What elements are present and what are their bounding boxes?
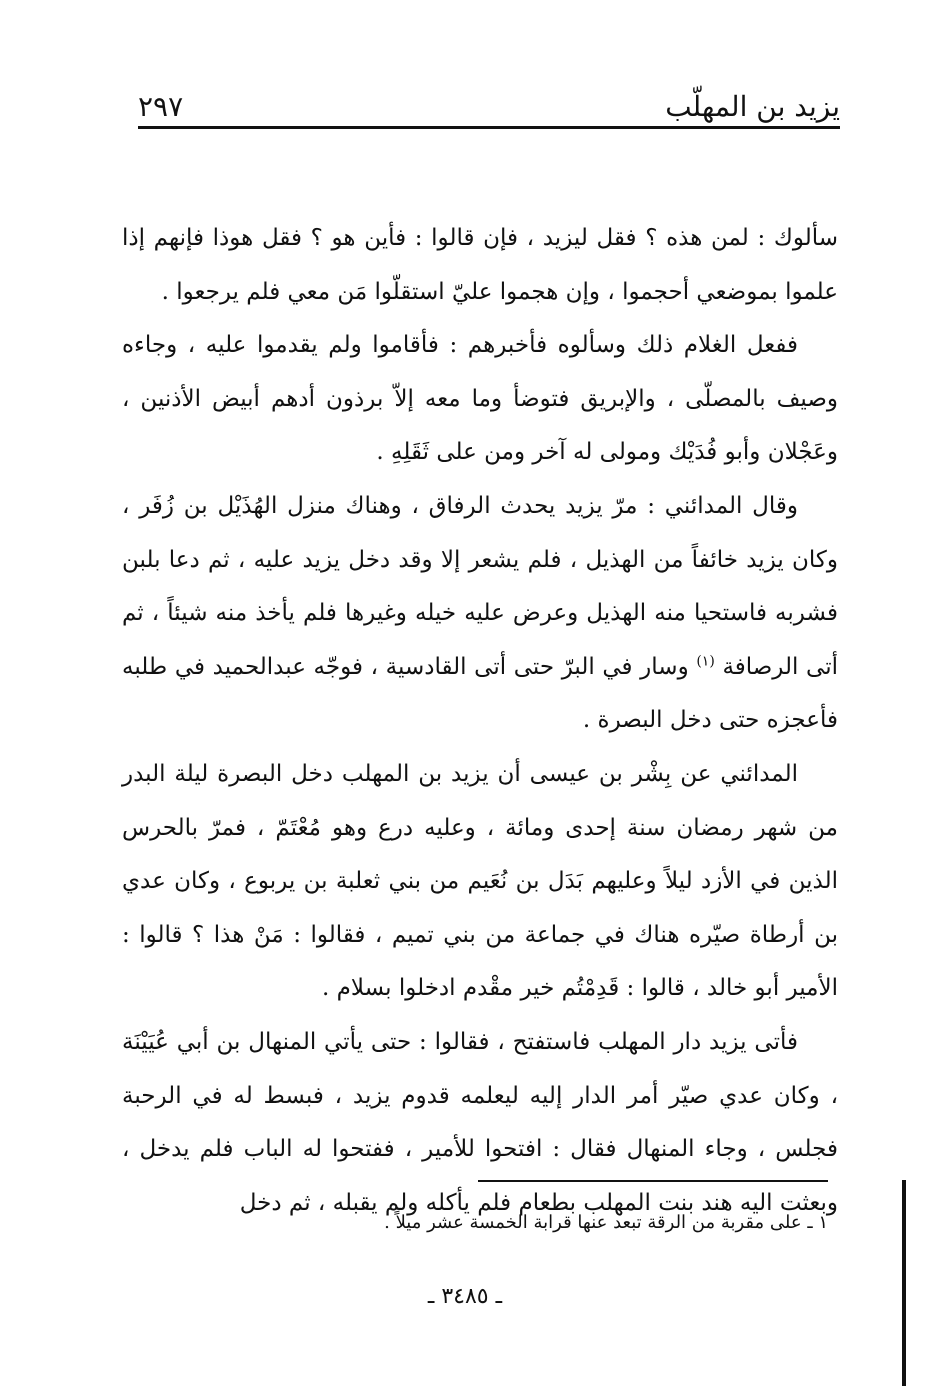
footnote-reference: (١) [696,653,715,670]
paragraph-3-part-a: وقال المدائني : مرّ يزيد يحدث الرفاق ، وهناك منزل الهُذَيْل بن زُفَر ، وكان يزيد خائفاً من الهذيل ، فلم يشعر إلا وقد دخل يزيد عليه ، ثم دعا بلبن فشربه فاستحيا منه الهذيل وعرض عليه خيله وغيرها فلم يأخذ منه شيئاً ، ثم أتى الرصافة [122,492,838,680]
header-rule [138,126,840,129]
paragraph-4: المدائني عن بِشْر بن عيسى أن يزيد بن المهلب دخل البصرة ليلة البدر من شهر رمضان سنة إحدى ومائة ، وعليه درع وهو مُعْتَمّ ، فمرّ بالحرس الذين في الأزد ليلاً وعليهم بَدَل بن نُعَيم من بني ثعلبة بن يربوع ، وكان عدي بن أرطاة صيّره هناك في جماعة من بني تميم ، فقالوا : مَنْ هذا ؟ قالوا : الأمير أبو خالد ، قالوا : قَدِمْتُم خير مقْدم ادخلوا بسلام . [122,760,839,1002]
page-number: ٢٩٧ [138,90,184,123]
volume-page-number: ـ ٣٤٨٥ ـ [427,1284,503,1309]
paragraph-3-part-b: وسار في البرّ حتى أتى القادسية ، فوجّه عبدالحميد في طلبه فأعجزه حتى دخل البصرة . [122,653,838,734]
footnote: ١ ـ على مقربة من الرقة تبعد عنها قرابة الخمسة عشر ميلاً . [384,1212,828,1233]
paragraph-2: ففعل الغلام ذلك وسألوه فأخبرهم : فأقاموا ولم يقدموا عليه ، وجاءه وصيف بالمصلّى ، والإبريق فتوضأ وما معه إلاّ برذون أدهم أبيض الأذنين ، وعَجْلان وأبو فُدَيْك ومولى له آخر ومن على ثَقَلِهِ . [122,332,838,466]
paragraph-5: فأتى يزيد دار المهلب فاستفتح ، فقالوا : حتى يأتي المنهال بن أبي عُيَيْنَة ، وكان عدي صيّر أمر الدار إليه ليعلمه قدوم يزيد ، فبسط له في الرحبة فجلس ، وجاء المنهال فقال : افتحوا للأمير ، ففتحوا له الباب فلم يدخل ، وبعثت اليه هند بنت المهلب بطعام فلم يأكله ولم يقبله ، ثم دخل [122,1028,839,1216]
paragraph-1: سألوك : لمن هذه ؟ فقل ليزيد ، فإن قالوا : فأين هو ؟ فقل هوذا فإنهم إذا علموا بموضعي أحجموا ، وإن هجموا عليّ استقلّوا مَن معي فلم يرجعوا . [122,225,838,305]
page-header [138,88,840,128]
footnote-rule [478,1180,828,1182]
paragraph-3 [122,480,838,748]
margin-scan-mark [902,1180,906,1386]
body-text [122,212,838,1230]
running-title: يزيد بن المهلّب [665,90,840,123]
